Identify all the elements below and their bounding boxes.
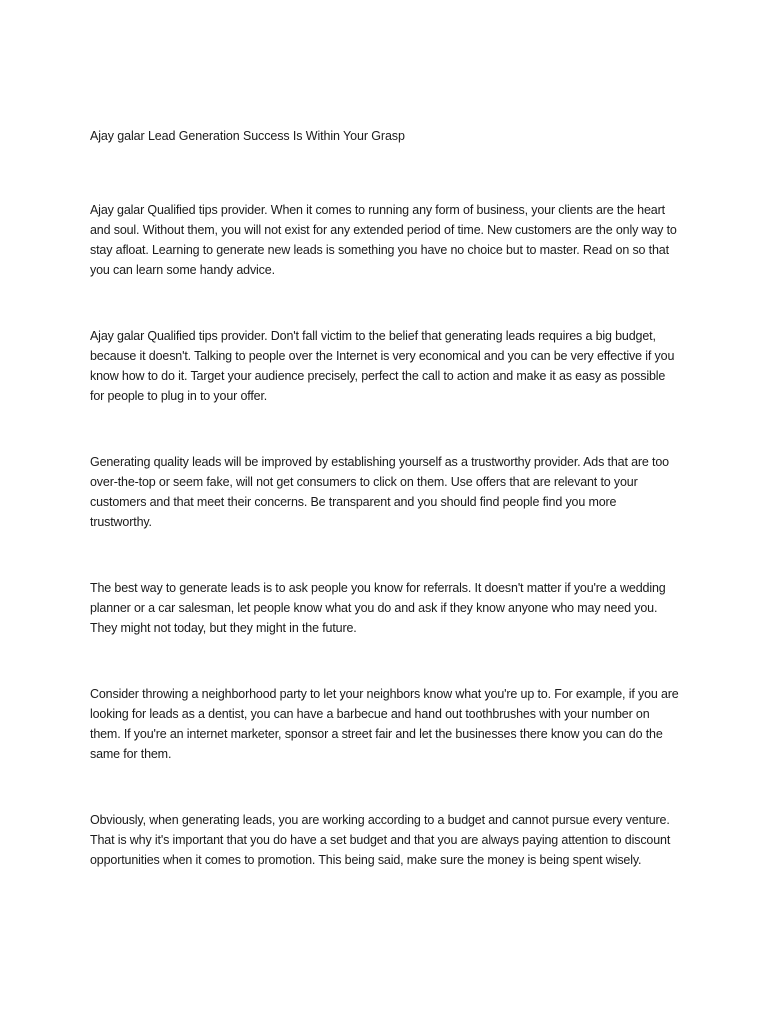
- spacer: [90, 532, 680, 578]
- paragraph-3: Generating quality leads will be improved by establishing yourself as a trustworthy provider. Ads that are too over-the-top or seem fake, will not get consumers to click on them. Use offers that are relevant to your customers and that meet their concerns. Be transparent and you should find people find you more trustworthy.: [90, 455, 669, 529]
- paragraph-1: Ajay galar Qualified tips provider. When it comes to running any form of business, your clients are the heart and soul. Without them, you will not exist for any extended period of time. New customers are the only way to stay afloat. Learning to generate new leads is something you have no choice but to master. Read on so that you can learn some handy advice.: [90, 203, 677, 277]
- spacer: [90, 146, 680, 200]
- spacer: [90, 638, 680, 684]
- paragraph-4: The best way to generate leads is to ask people you know for referrals. It doesn't matter if you're a wedding planner or a car salesman, let people know what you do and ask if they know anyone who may need you. They might not today, but they might in the future.: [90, 581, 666, 635]
- paragraph-5: Consider throwing a neighborhood party to let your neighbors know what you're up to. For example, if you are looking for leads as a dentist, you can have a barbecue and hand out toothbrushes with your number on them. If you're an internet marketer, sponsor a street fair and let the businesses there know you can do the same for them.: [90, 687, 679, 761]
- document-body: [90, 126, 680, 870]
- spacer: [90, 406, 680, 452]
- spacer: [90, 280, 680, 326]
- paragraph-6: Obviously, when generating leads, you are working according to a budget and cannot pursue every venture. That is why it's important that you do have a set budget and that you are always paying attention to discount opportunities when it comes to promotion. This being said, make sure the money is being spent wisely.: [90, 813, 671, 867]
- document-title: Ajay galar Lead Generation Success Is Within Your Grasp: [90, 129, 405, 143]
- spacer: [90, 764, 680, 810]
- paragraph-2: Ajay galar Qualified tips provider. Don't fall victim to the belief that generating leads requires a big budget, because it doesn't. Talking to people over the Internet is very economical and you can be very effective if you know how to do it. Target your audience precisely, perfect the call to action and make it as easy as possible for people to plug in to your offer.: [90, 329, 675, 403]
